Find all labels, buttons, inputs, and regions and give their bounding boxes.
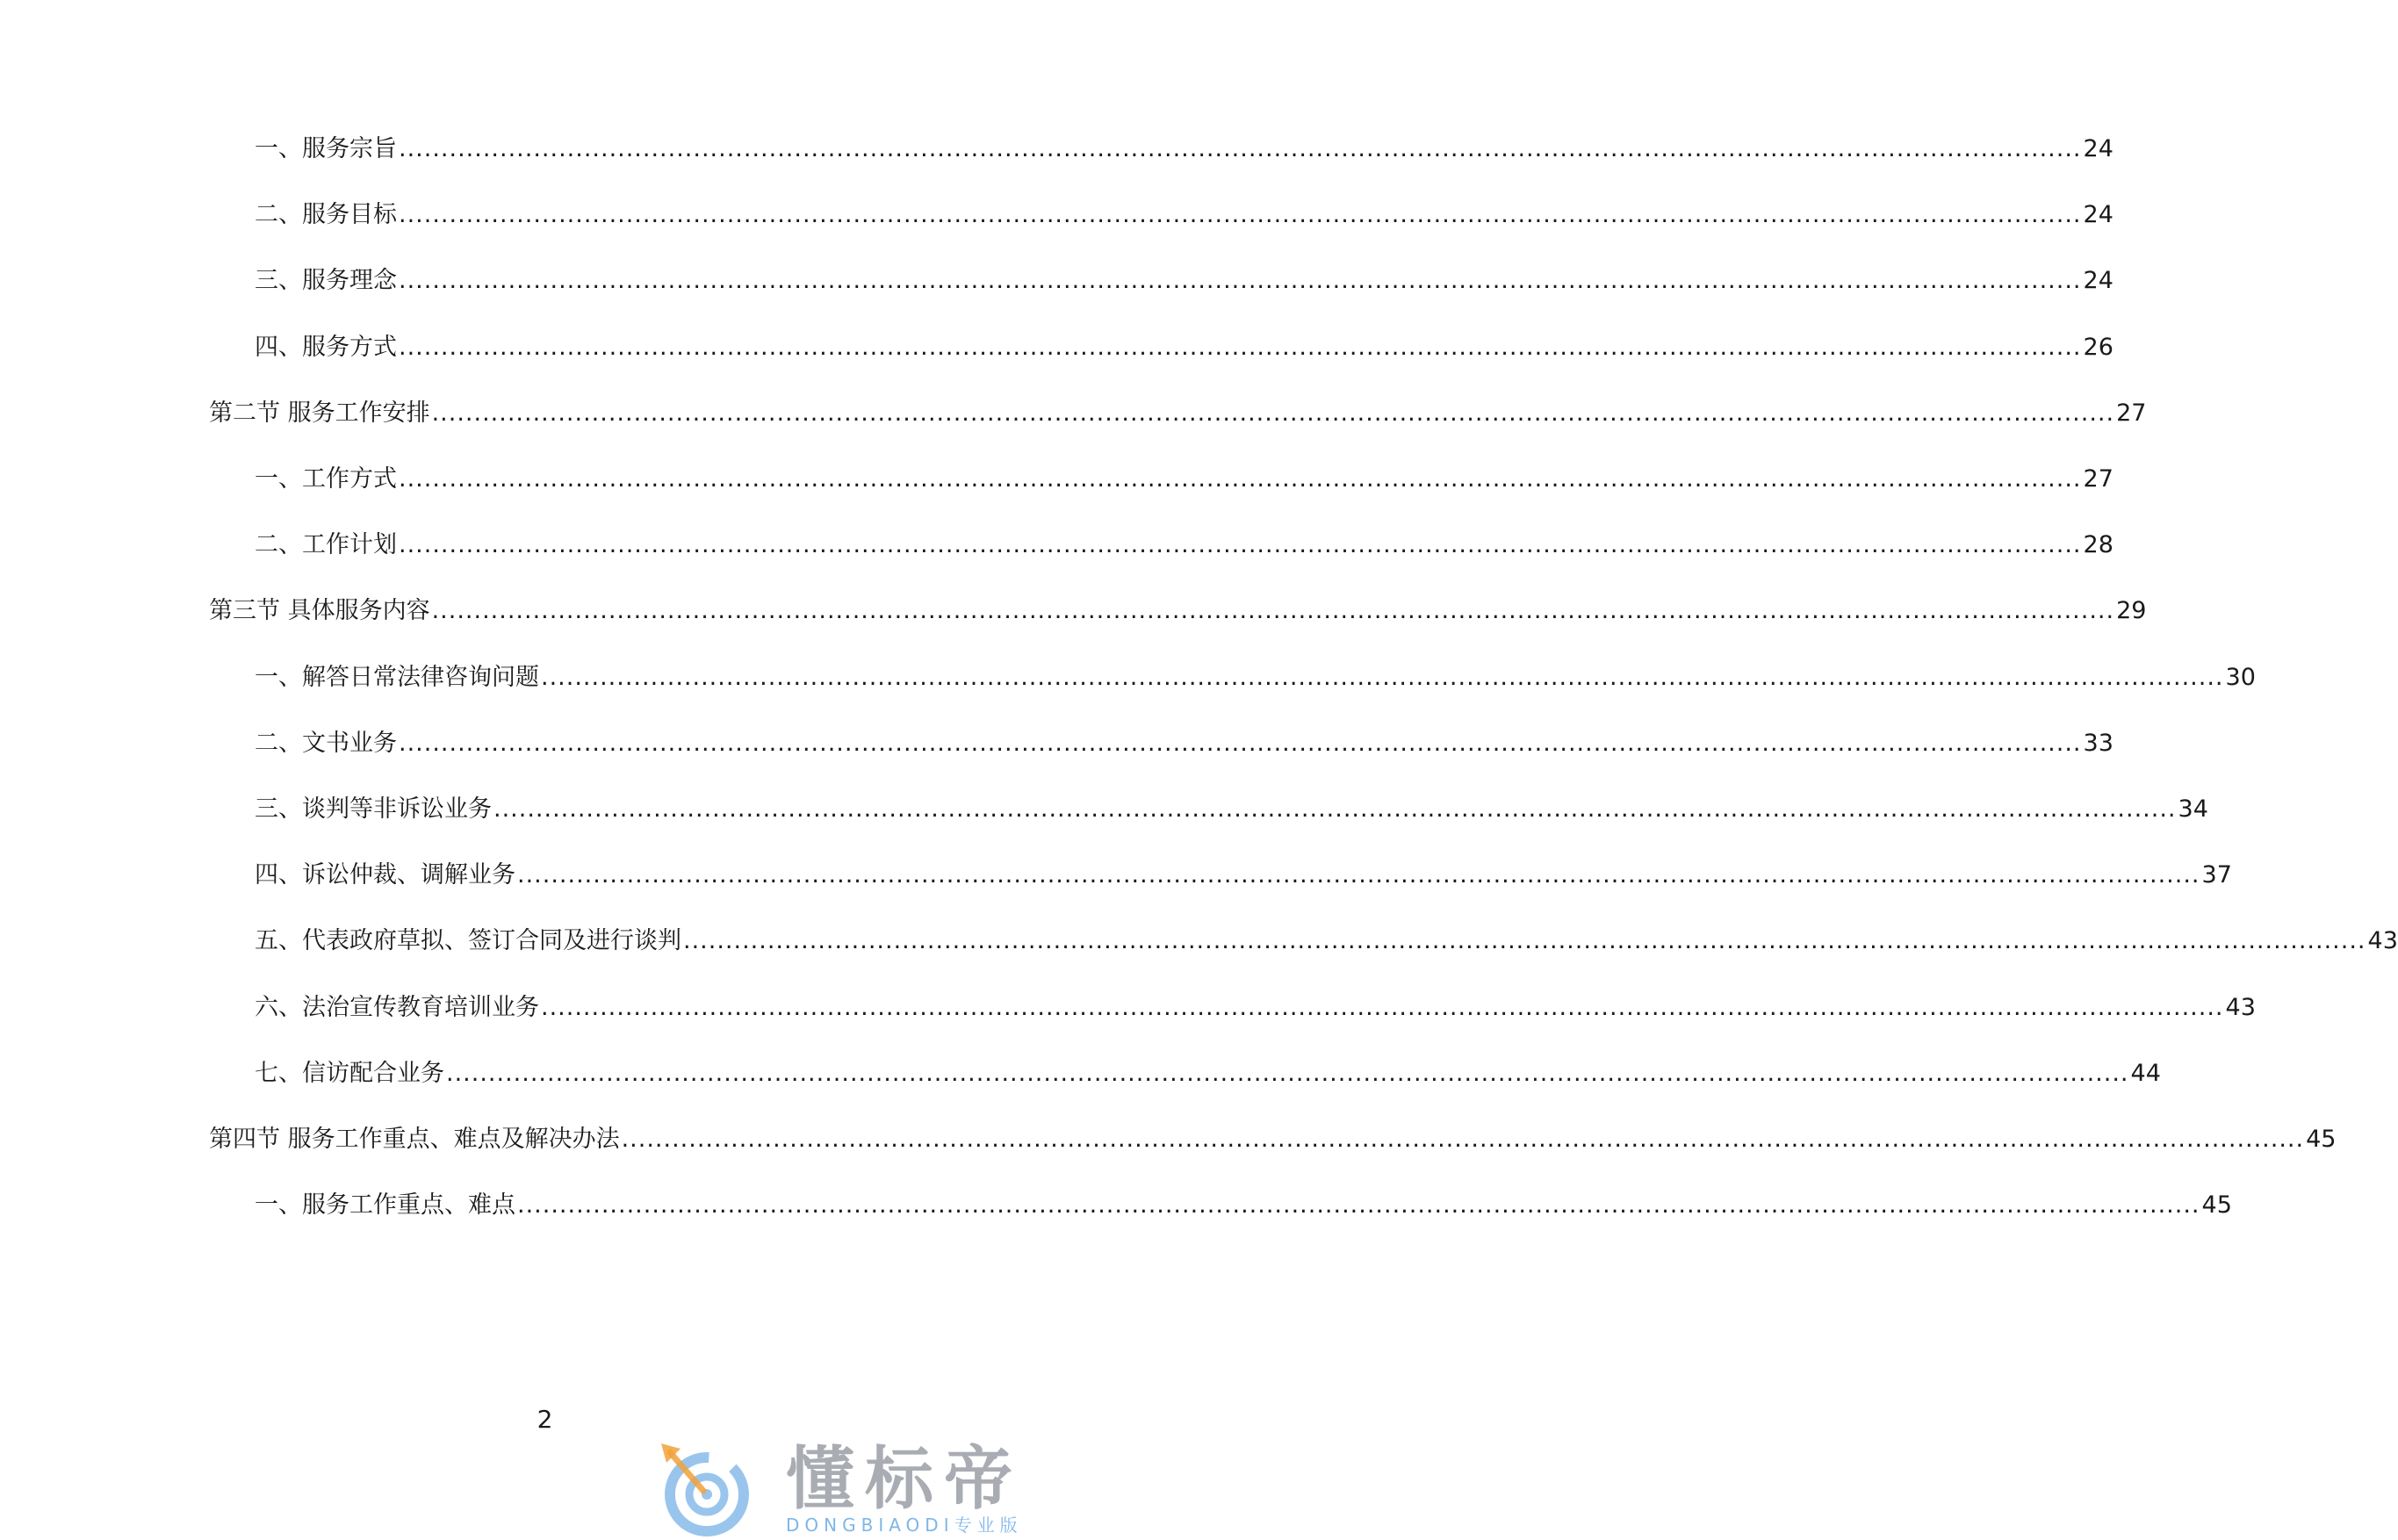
toc-item-entry[interactable] — [255, 263, 2114, 299]
toc-entry-page: 37 — [2201, 861, 2232, 889]
watermark-logo — [654, 1440, 1067, 1536]
toc-section-entry[interactable] — [209, 1122, 2337, 1157]
toc-dot-leader: ........................................................................................................................................................................................................ — [621, 1126, 2305, 1153]
toc-entry-title: 三、谈判等非诉讼业务 — [255, 795, 492, 823]
toc-entry-page: 45 — [2306, 1126, 2337, 1153]
toc-entry-page: 24 — [2083, 201, 2114, 229]
toc-item-entry[interactable] — [255, 924, 2398, 959]
target-arrow-icon — [654, 1440, 758, 1536]
toc-item-entry[interactable] — [255, 792, 2208, 827]
toc-entry-title: 二、文书业务 — [255, 729, 397, 757]
toc-dot-leader: ........................................................................................................................................................................................................ — [399, 465, 2082, 493]
toc-entry-title: 二、服务目标 — [255, 201, 397, 229]
toc-dot-leader: ........................................................................................................................................................................................................ — [431, 399, 2115, 427]
toc-item-entry[interactable] — [255, 660, 2256, 695]
toc-dot-leader: ........................................................................................................................................................................................................ — [399, 267, 2082, 295]
toc-dot-leader: ........................................................................................................................................................................................................ — [541, 663, 2224, 691]
toc-entry-page: 43 — [2225, 993, 2256, 1021]
toc-entry-page: 34 — [2178, 795, 2208, 823]
toc-item-entry[interactable] — [255, 330, 2114, 365]
toc-entry-title: 一、工作方式 — [255, 465, 397, 493]
toc-entry-page: 43 — [2367, 927, 2398, 955]
toc-dot-leader: ........................................................................................................................................................................................................ — [493, 795, 2177, 823]
toc-item-entry[interactable] — [255, 1188, 2232, 1223]
toc-item-entry[interactable] — [255, 132, 2114, 167]
toc-dot-leader: ........................................................................................................................................................................................................ — [399, 135, 2082, 162]
toc-entry-title: 第二节 服务工作安排 — [209, 399, 430, 427]
toc-entry-title: 七、信访配合业务 — [255, 1059, 444, 1087]
toc-entry-page: 29 — [2116, 597, 2147, 625]
toc-entry-page: 24 — [2083, 135, 2114, 162]
toc-entry-title: 四、诉讼仲裁、调解业务 — [255, 861, 515, 889]
toc-entry-page: 45 — [2201, 1191, 2232, 1220]
toc-item-entry[interactable] — [255, 858, 2232, 893]
toc-entry-page: 44 — [2130, 1059, 2161, 1087]
watermark-subtitle: DONGBIAODI专业版 — [786, 1515, 1023, 1536]
toc-item-entry[interactable] — [255, 528, 2114, 563]
toc-dot-leader: ........................................................................................................................................................................................................ — [517, 1191, 2200, 1220]
toc-section-entry[interactable] — [209, 594, 2147, 629]
toc-entry-title: 一、服务宗旨 — [255, 135, 397, 162]
toc-dot-leader: ........................................................................................................................................................................................................ — [399, 201, 2082, 229]
toc-entry-title: 四、服务方式 — [255, 333, 397, 361]
toc-entry-page: 27 — [2083, 465, 2114, 493]
toc-entry-title: 第三节 具体服务内容 — [209, 597, 430, 625]
watermark-brand-name: 懂标帝 — [786, 1440, 1024, 1519]
toc-entry-page: 26 — [2083, 333, 2114, 361]
toc-dot-leader: ........................................................................................................................................................................................................ — [399, 729, 2082, 757]
toc-entry-title: 三、服务理念 — [255, 267, 397, 295]
toc-dot-leader: ........................................................................................................................................................................................................ — [683, 927, 2366, 955]
toc-dot-leader: ........................................................................................................................................................................................................ — [446, 1059, 2129, 1087]
toc-entry-title: 六、法治宣传教育培训业务 — [255, 993, 539, 1021]
toc-section-entry[interactable] — [209, 396, 2147, 431]
toc-entry-title: 二、工作计划 — [255, 531, 397, 559]
toc-entry-page: 27 — [2116, 399, 2147, 427]
toc-item-entry[interactable] — [255, 1056, 2161, 1091]
toc-item-entry[interactable] — [255, 726, 2114, 761]
toc-dot-leader: ........................................................................................................................................................................................................ — [399, 531, 2082, 559]
toc-item-entry[interactable] — [255, 462, 2114, 497]
toc-dot-leader: ........................................................................................................................................................................................................ — [431, 597, 2115, 625]
toc-entry-page: 24 — [2083, 267, 2114, 295]
toc-entry-title: 五、代表政府草拟、签订合同及进行谈判 — [255, 927, 681, 955]
toc-dot-leader: ........................................................................................................................................................................................................ — [399, 333, 2082, 361]
toc-item-entry[interactable] — [255, 990, 2256, 1025]
page-number: 2 — [536, 1405, 553, 1434]
toc-entry-page: 30 — [2225, 663, 2256, 691]
toc-dot-leader: ........................................................................................................................................................................................................ — [541, 993, 2224, 1021]
toc-item-entry[interactable] — [255, 198, 2114, 233]
toc-entry-title: 一、服务工作重点、难点 — [255, 1191, 515, 1220]
toc-entry-page: 28 — [2083, 531, 2114, 559]
toc-entry-title: 一、解答日常法律咨询问题 — [255, 663, 539, 691]
toc-dot-leader: ........................................................................................................................................................................................................ — [517, 861, 2200, 889]
toc-entry-page: 33 — [2083, 729, 2114, 757]
toc-entry-title: 第四节 服务工作重点、难点及解决办法 — [209, 1126, 620, 1153]
